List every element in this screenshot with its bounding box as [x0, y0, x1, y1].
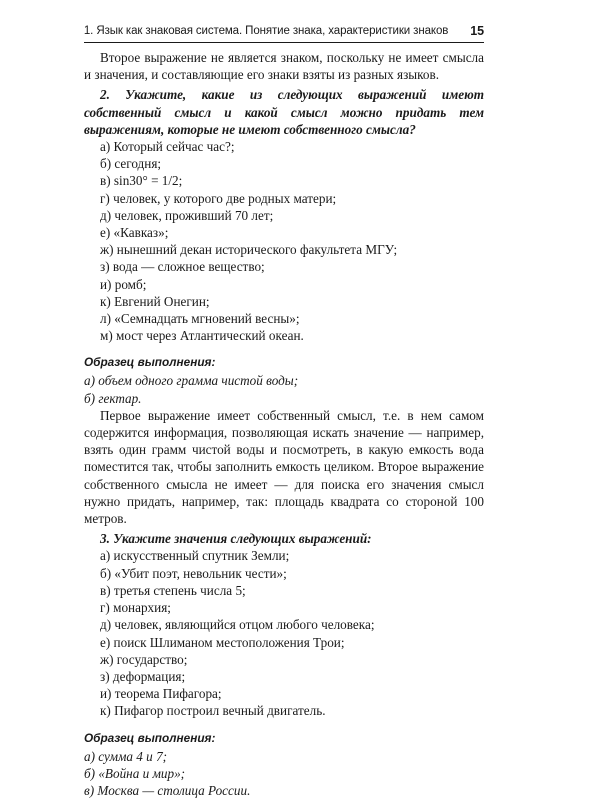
- list-item: м) мост через Атлантический океан.: [100, 328, 304, 344]
- list-item: г) монархия;: [100, 600, 171, 616]
- list-item: и) ромб;: [100, 276, 147, 292]
- task-3-text: Укажите значения следующих выражений:: [113, 531, 372, 547]
- intro-paragraph: Второе выражение не является знаком, поскольку не имеет смысла и значения, и составляющие его знаки взяты из разных языков.: [84, 50, 484, 83]
- list-item: в) третья степень числа 5;: [100, 582, 246, 598]
- running-header: [84, 22, 484, 40]
- task-2-prompt: [84, 86, 484, 138]
- answer-item: а) сумма 4 и 7;: [84, 748, 168, 764]
- list-item: к) Пифагор построил вечный двигатель.: [100, 703, 326, 719]
- answer-item: в) Москва — столица России.: [84, 782, 251, 798]
- task-2-text: Укажите, какие из следующих выражений имеют собственный смысл и какой смысл можно придать тем выражениям, которые не имеют собственного смысла?: [84, 87, 484, 137]
- sample-2-answers: [84, 748, 484, 799]
- sample-1-heading: Образец выполнения:: [84, 355, 216, 370]
- book-page: [84, 22, 484, 799]
- task-2-number: 2.: [100, 87, 110, 103]
- list-item: е) «Кавказ»;: [100, 225, 169, 241]
- list-item: ж) нынешний декан исторического факультета МГУ;: [100, 242, 398, 258]
- list-item: а) искусственный спутник Земли;: [100, 548, 290, 564]
- list-item: е) поиск Шлиманом местоположения Трои;: [100, 634, 345, 650]
- sample-1-explanation: Первое выражение имеет собственный смысл, т.е. в нем самом содержится информация, позволяющая искать значение — например, взять один грамм чистой воды и посмотреть, в какую емкость вода поместится так, чтобы заполнить емкость целиком. Второе выражение собственного смысла не имеет — для поиска его значения смысл нужно придать, например, так: площадь квадрата со стороной 100 метров.: [84, 407, 484, 527]
- answer-item: б) «Война и мир»;: [84, 765, 186, 781]
- list-item: д) человек, являющийся отцом любого человека;: [100, 617, 375, 633]
- list-item: з) вода — сложное вещество;: [100, 259, 265, 275]
- header-rule: [84, 42, 484, 43]
- answer-item: а) объем одного грамма чистой воды;: [84, 373, 299, 389]
- list-item: б) сегодня;: [100, 156, 162, 172]
- list-item: б) «Убит поэт, невольник чести»;: [100, 565, 287, 581]
- list-item: л) «Семнадцать мгновений весны»;: [100, 311, 300, 327]
- list-item: г) человек, у которого две родных матери;: [100, 190, 337, 206]
- sample-1-answers: [84, 372, 484, 406]
- list-item: ж) государство;: [100, 651, 188, 667]
- list-item: в) sin30° = 1/2;: [100, 173, 183, 189]
- chapter-title: 1. Язык как знаковая система. Понятие знака, характеристики знаков: [83, 25, 449, 37]
- task-3-number: 3.: [100, 531, 110, 547]
- list-item: д) человек, проживший 70 лет;: [100, 207, 274, 223]
- list-item: з) деформация;: [100, 668, 186, 684]
- task-3-list: [84, 547, 484, 719]
- task-3-prompt: [84, 530, 484, 547]
- list-item: и) теорема Пифагора;: [100, 686, 222, 702]
- list-item: а) Который сейчас час?;: [100, 139, 235, 155]
- page-number: 15: [470, 24, 484, 38]
- list-item: к) Евгений Онегин;: [100, 293, 210, 309]
- task-2-list: [84, 138, 484, 344]
- answer-item: б) гектар.: [84, 390, 142, 406]
- sample-2-heading: Образец выполнения:: [84, 730, 216, 745]
- page-body: [84, 49, 484, 799]
